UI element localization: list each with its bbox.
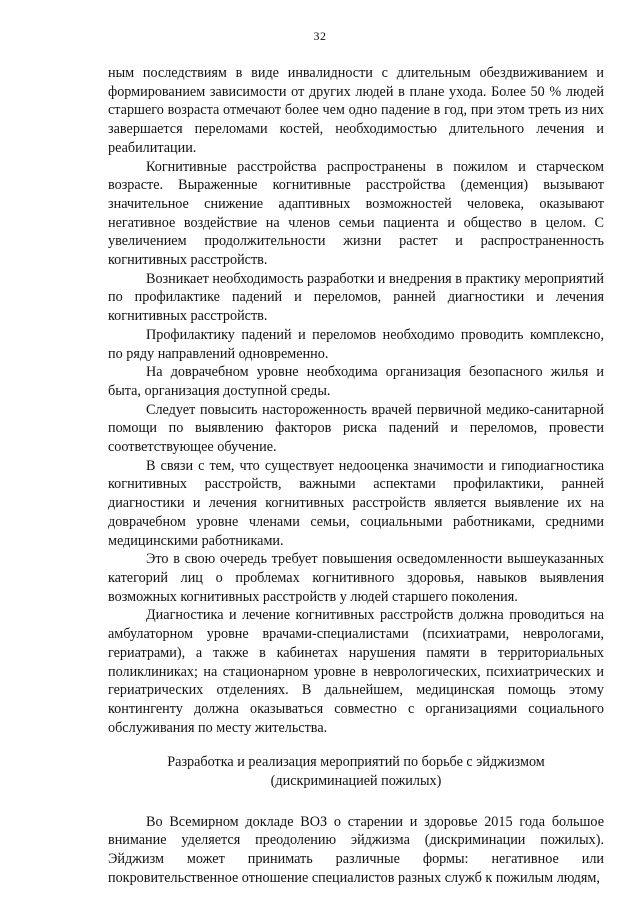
paragraph-awareness: Это в свою очередь требует повышения осведомленности вышеуказанных категорий лиц о проблемах когнитивного здоровья, навыков выявления возможных когнитивных расстройств у людей старшего поколения. [108, 551, 604, 605]
page-number: 32 [313, 29, 327, 43]
paragraph-continuation: ным последствиям в виде инвалидности с длительным обездвиживанием и формированием зависимости от других людей в плане ухода. Более 50 % людей старшего возраста отмечают более чем одно падение в год, при этом треть из них завершается переломами костей, необходимостью длительного лечения и реабилитации. [108, 65, 604, 156]
section-heading [108, 753, 604, 790]
section-heading-line1: Разработка и реализация мероприятий по борьбе с эйджизмом [167, 754, 545, 771]
paragraph-cognitive-disorders: Когнитивные расстройства распространены в пожилом и старческом возрасте. Выраженные когнитивные расстройства (деменция) вызывают значительное снижение адаптивных возможностей человека, оказывают негативное воздействие на членов семьи пациента и общество в целом. С увеличением продолжительности жизни растет и распространенность когнитивных расстройств. [108, 158, 604, 269]
paragraph-need-for-measures: Возникает необходимость разработки и внедрения в практику мероприятий по профилактике падений и переломов, ранней диагностики и лечения когнитивных расстройств. [108, 270, 604, 325]
paragraph-underdiagnosis: В связи с тем, что существует недооценка значимости и гиподиагностика когнитивных расстройств, важными аспектами профилактики, ранней диагностики и лечения когнитивных расстройств является выявление их на доврачебном уровне членами семьи, социальными работниками, средними медицинскими работниками. [108, 457, 604, 549]
paragraph-diagnosis-treatment: Диагностика и лечение когнитивных расстройств должна проводиться на амбулаторном уровне врачами-специалистами (психиатрами, неврологами, гериатрами), а также в кабинетах нарушения памяти в территориальных поликлиниках; на стационарном уровне в неврологических, психиатрических и гериатрических отделениях. В дальнейшем, медицинская помощь этому контингенту должна оказываться совместно с организациями социального обслуживания по месту жительства. [108, 607, 604, 736]
paragraph-fall-prevention: Профилактику падений и переломов необходимо проводить комплексно, по ряду направлений одновременно. [108, 326, 604, 362]
paragraph-who-report: Во Всемирном докладе ВОЗ о старении и здоровье 2015 года большое внимание уделяется преодолению эйджизма (дискриминации пожилых). Эйджизм может принимать различные формы: негативное или покровительственное отношение специалистов разных служб к пожилым людям, [108, 813, 604, 886]
section-heading-line2: (дискриминацией пожилых) [270, 773, 442, 790]
paragraph-safe-housing: На доврачебном уровне необходима организация безопасного жилья и быта, организация доступной среды. [108, 364, 604, 399]
body-text [108, 64, 604, 888]
paragraph-physician-alertness: Следует повысить настороженность врачей первичной медико-санитарной помощи по выявлению факторов риска падений и переломов, провести соответствующее обучение. [108, 401, 604, 456]
